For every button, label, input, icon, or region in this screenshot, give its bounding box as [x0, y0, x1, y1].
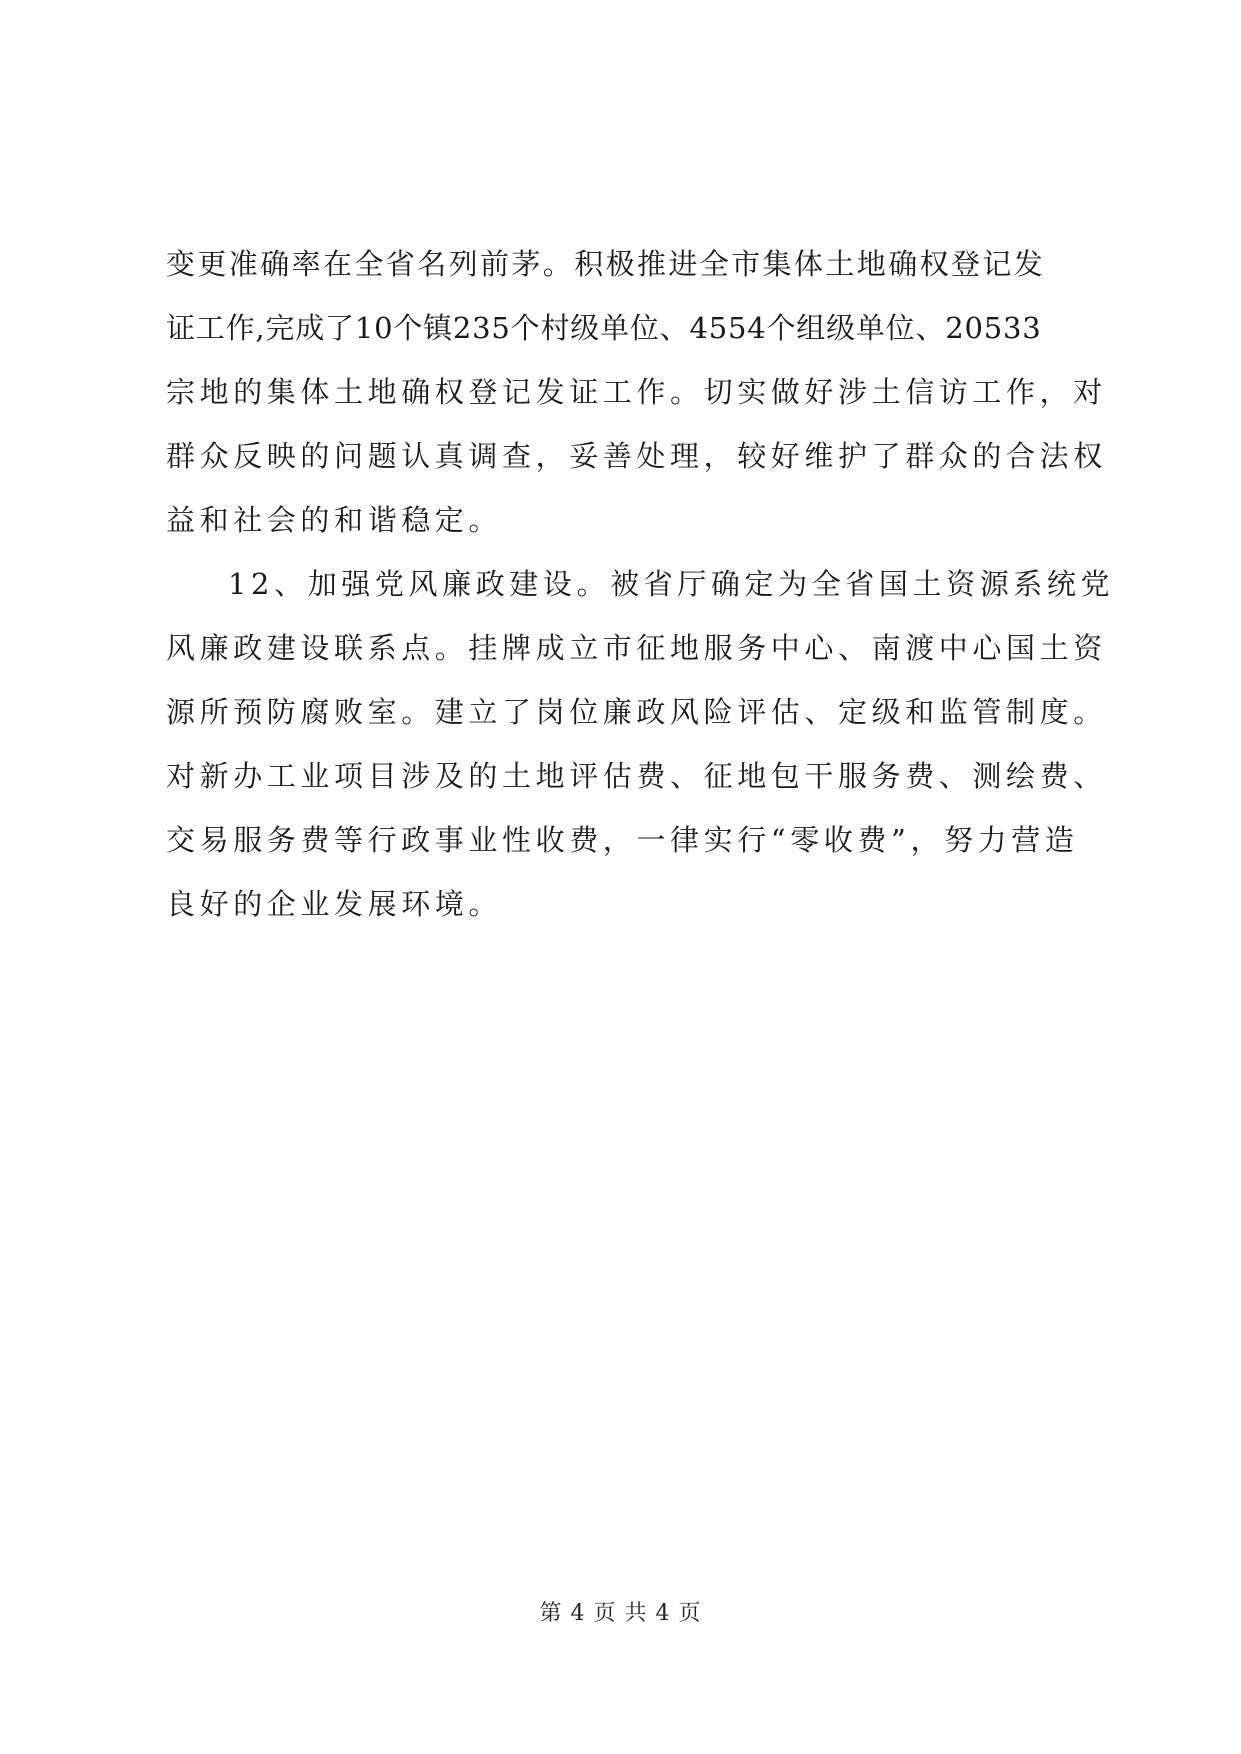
- paragraph-line: 益和社会的和谐稳定。: [166, 503, 503, 537]
- document-body: [166, 232, 1115, 936]
- paragraph-line: 宗地的集体土地确权登记发证工作。切实做好涉土信访工作，对: [166, 375, 1107, 409]
- paragraph-line: 群众反映的问题认真调查，妥善处理，较好维护了群众的合法权: [166, 439, 1107, 473]
- paragraph-line: 对新办工业项目涉及的土地评估费、征地包干服务费、测绘费、: [166, 759, 1107, 793]
- paragraph-line: 交易服务费等行政事业性收费，一律实行“零收费”，努力营造: [166, 823, 1079, 857]
- paragraph-line: 风廉政建设联系点。挂牌成立市征地服务中心、南渡中心国土资: [166, 631, 1107, 665]
- paragraph-line: 证工作,完成了10个镇235个村级单位、4554个组级单位、20533: [166, 311, 1042, 345]
- paragraph-line: 12、加强党风廉政建设。被省厅确定为全省国土资源系统党: [228, 567, 1115, 601]
- paragraph-line: 源所预防腐败室。建立了岗位廉政风险评估、定级和监管制度。: [166, 695, 1107, 729]
- page-number-footer: 第 4 页 共 4 页: [539, 1601, 702, 1626]
- paragraph-line: 变更准确率在全省名列前茅。积极推进全市集体土地确权登记发: [166, 247, 1046, 281]
- paragraph-line: 良好的企业发展环境。: [166, 887, 503, 921]
